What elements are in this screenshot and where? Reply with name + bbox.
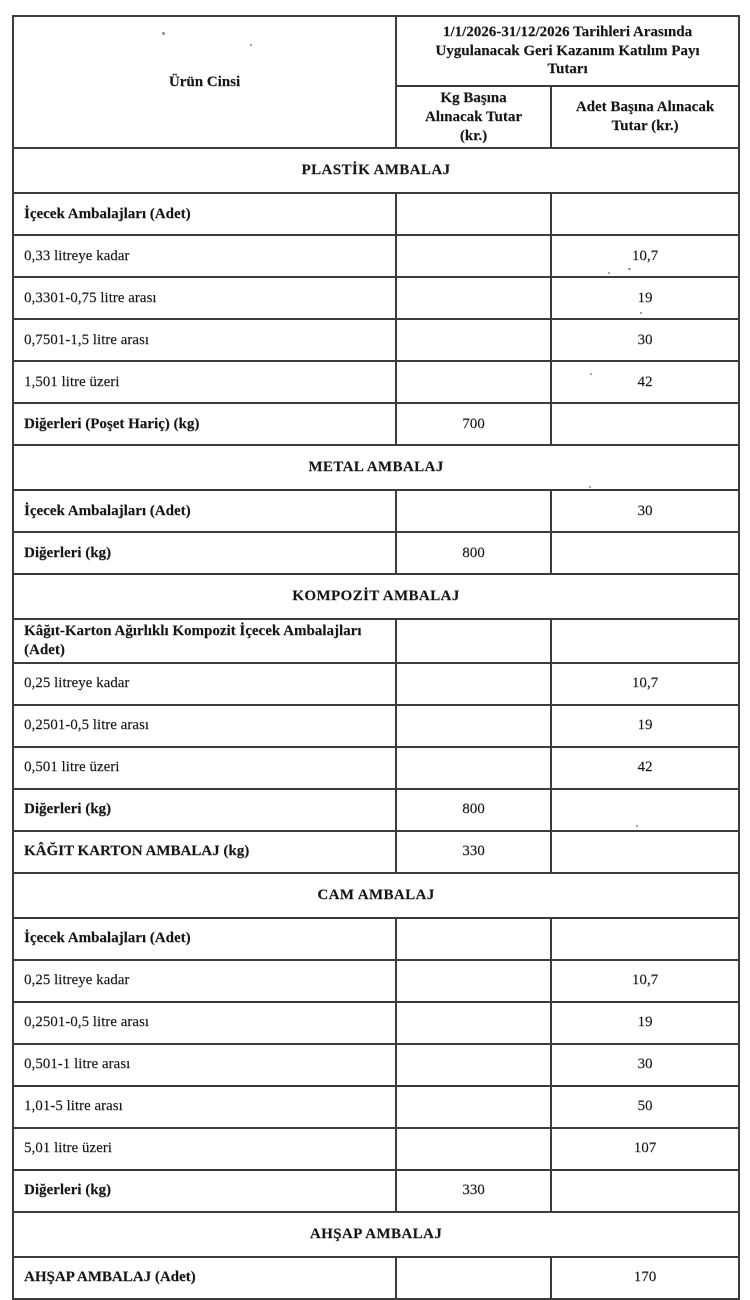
table-row (13, 705, 739, 747)
product-label: AHŞAP AMBALAJ (Adet) (13, 1257, 396, 1299)
per-unit-value (551, 193, 739, 235)
per-unit-value (551, 918, 739, 960)
section-title: AHŞAP AMBALAJ (13, 1212, 739, 1257)
per-kg-value (396, 705, 551, 747)
section-header-row (13, 445, 739, 490)
per-kg-header: Kg Başına Alınacak Tutar (kr.) (396, 86, 551, 148)
per-unit-value (551, 532, 739, 574)
table-row (13, 918, 739, 960)
per-kg-value (396, 1044, 551, 1086)
scan-speck (640, 312, 642, 314)
product-label: Diğerleri (Poşet Hariç) (kg) (13, 403, 396, 445)
section-header-row (13, 873, 739, 918)
per-unit-value (551, 619, 739, 663)
section-title: PLASTİK AMBALAJ (13, 148, 739, 193)
section-title: CAM AMBALAJ (13, 873, 739, 918)
per-kg-value (396, 319, 551, 361)
table-row (13, 1170, 739, 1212)
per-unit-value (551, 403, 739, 445)
per-unit-value: 10,7 (551, 663, 739, 705)
product-label: 0,2501-0,5 litre arası (13, 1002, 396, 1044)
per-unit-value: 170 (551, 1257, 739, 1299)
per-unit-value: 19 (551, 277, 739, 319)
scan-speck (589, 486, 591, 488)
product-label: 0,3301-0,75 litre arası (13, 277, 396, 319)
per-unit-value: 10,7 (551, 960, 739, 1002)
product-label: 0,25 litreye kadar (13, 960, 396, 1002)
table-row (13, 361, 739, 403)
per-kg-value (396, 1086, 551, 1128)
table-row (13, 663, 739, 705)
per-unit-value (551, 1170, 739, 1212)
per-kg-value (396, 361, 551, 403)
per-kg-value (396, 619, 551, 663)
table-row (13, 831, 739, 873)
per-kg-value: 800 (396, 532, 551, 574)
per-unit-value: 10,7 (551, 235, 739, 277)
per-kg-value: 330 (396, 831, 551, 873)
section-header-row (13, 574, 739, 619)
scan-speck (608, 272, 610, 274)
per-unit-value: 42 (551, 361, 739, 403)
per-kg-value (396, 235, 551, 277)
product-label: 0,501 litre üzeri (13, 747, 396, 789)
table-body (13, 148, 739, 1299)
per-unit-value: 19 (551, 1002, 739, 1044)
table-row (13, 532, 739, 574)
table-row (13, 1002, 739, 1044)
product-label: İçecek Ambalajları (Adet) (13, 193, 396, 235)
section-header-row (13, 148, 739, 193)
scan-speck (636, 825, 638, 827)
per-kg-value (396, 277, 551, 319)
table-row (13, 789, 739, 831)
product-label: Diğerleri (kg) (13, 532, 396, 574)
product-label: İçecek Ambalajları (Adet) (13, 918, 396, 960)
product-label: Diğerleri (kg) (13, 1170, 396, 1212)
scan-speck (162, 32, 165, 35)
per-kg-value (396, 960, 551, 1002)
section-title: KOMPOZİT AMBALAJ (13, 574, 739, 619)
product-label: Diğerleri (kg) (13, 789, 396, 831)
section-header-row (13, 1212, 739, 1257)
product-label: KÂĞIT KARTON AMBALAJ (kg) (13, 831, 396, 873)
per-kg-value (396, 193, 551, 235)
table-row (13, 1086, 739, 1128)
table-row (13, 747, 739, 789)
table-row (13, 490, 739, 532)
product-label: 0,7501-1,5 litre arası (13, 319, 396, 361)
product-label: 5,01 litre üzeri (13, 1128, 396, 1170)
per-unit-value (551, 831, 739, 873)
table-row (13, 1257, 739, 1299)
per-kg-value (396, 663, 551, 705)
product-label: 1,01-5 litre arası (13, 1086, 396, 1128)
per-kg-value (396, 747, 551, 789)
per-kg-value (396, 1002, 551, 1044)
product-type-header: Ürün Cinsi (13, 16, 396, 148)
product-label: İçecek Ambalajları (Adet) (13, 490, 396, 532)
product-label: Kâğıt-Karton Ağırlıklı Kompozit İçecek Ambalajları (Adet) (13, 619, 396, 663)
product-label: 0,25 litreye kadar (13, 663, 396, 705)
per-unit-value: 107 (551, 1128, 739, 1170)
table-row (13, 193, 739, 235)
per-unit-value: 30 (551, 319, 739, 361)
table-row (13, 619, 739, 663)
table-row (13, 1044, 739, 1086)
table-row (13, 235, 739, 277)
per-unit-value: 42 (551, 747, 739, 789)
product-label: 1,501 litre üzeri (13, 361, 396, 403)
per-unit-value (551, 789, 739, 831)
table-row (13, 319, 739, 361)
product-label: 0,2501-0,5 litre arası (13, 705, 396, 747)
per-kg-value (396, 1128, 551, 1170)
recovery-fee-table (12, 15, 740, 1300)
table-row (13, 960, 739, 1002)
per-kg-value: 700 (396, 403, 551, 445)
per-kg-value (396, 490, 551, 532)
scan-speck (250, 44, 252, 46)
per-unit-value: 19 (551, 705, 739, 747)
section-title: METAL AMBALAJ (13, 445, 739, 490)
per-kg-value (396, 918, 551, 960)
header-row-top (13, 16, 739, 86)
table-row (13, 403, 739, 445)
scan-speck (628, 268, 631, 270)
table-row (13, 1128, 739, 1170)
per-unit-value: 30 (551, 1044, 739, 1086)
period-header: 1/1/2026-31/12/2026 Tarihleri Arasında Uygulanacak Geri Kazanım Katılım Payı Tutarı (396, 16, 739, 86)
scan-speck (590, 373, 592, 375)
table-header (13, 16, 739, 148)
per-unit-value: 50 (551, 1086, 739, 1128)
product-label: 0,33 litreye kadar (13, 235, 396, 277)
per-kg-value: 330 (396, 1170, 551, 1212)
per-unit-header: Adet Başına Alınacak Tutar (kr.) (551, 86, 739, 148)
table-row (13, 277, 739, 319)
per-unit-value: 30 (551, 490, 739, 532)
product-label: 0,501-1 litre arası (13, 1044, 396, 1086)
per-kg-value (396, 1257, 551, 1299)
per-kg-value: 800 (396, 789, 551, 831)
